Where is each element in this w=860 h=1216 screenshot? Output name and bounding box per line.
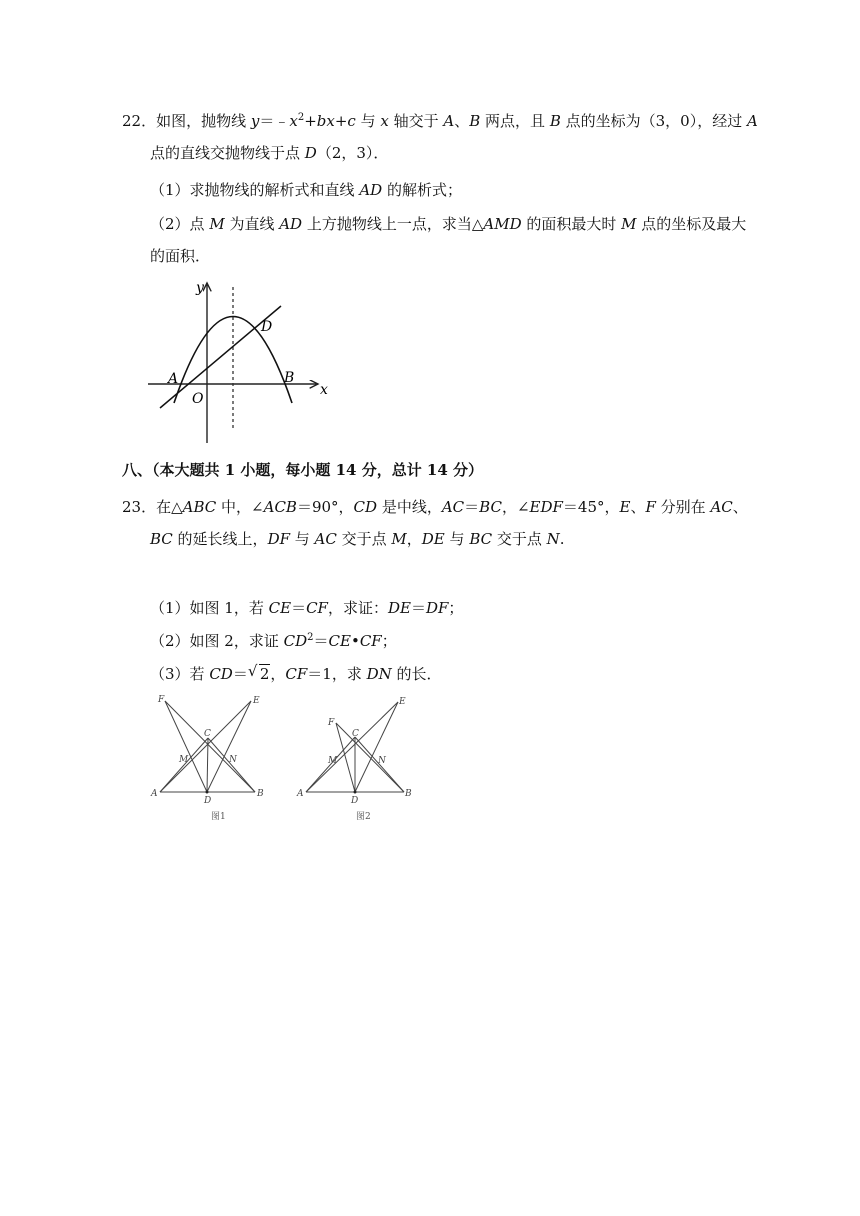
sqrt-two: √ 2: [247, 662, 270, 683]
fig1-label-B: B: [257, 789, 264, 799]
q23-figure-1: [145, 692, 275, 824]
section-8-heading: 八、（本大题共 1 小题，每小题 14 分，总计 14 分）: [122, 461, 484, 479]
fig2-label-D: D: [351, 796, 359, 806]
fig2-label-N: N: [378, 756, 386, 766]
fig2-caption: 图2: [356, 812, 371, 822]
q22-line-1: 22．如图，抛物线 $y=﹣x^2+bx+c$ 与 x 轴交于 A、B 两点，且 B 点的坐标为（3，0），经过 A: [122, 112, 758, 130]
fig2-label-M: M: [328, 756, 338, 766]
label-D: D: [261, 319, 273, 335]
fig2-label-C: C: [352, 729, 359, 739]
q23-number: 23．: [122, 498, 157, 516]
label-O: O: [192, 391, 204, 407]
q23-part-1: （1）如图 1，若 CE＝CF，求证：DE＝DF；: [150, 599, 464, 617]
q23-part-2: （2）如图 2，求证 $CD^2=CE•CF$；: [150, 632, 397, 650]
fig1-label-M: M: [179, 755, 189, 765]
q22-part-2-cont: 的面积．: [150, 247, 211, 265]
fig2-label-F: F: [328, 718, 335, 728]
q23-part-3: （3）若 CD＝ √ 2，CF＝1，求 DN 的长．: [150, 662, 442, 683]
label-x: x: [320, 382, 328, 398]
fig1-label-C: C: [204, 729, 211, 739]
fig2-label-E: E: [399, 697, 406, 707]
fig1-label-N: N: [229, 755, 237, 765]
q22-line-2: 点的直线交抛物线于点 D（2，3）．: [150, 144, 389, 162]
label-y: y: [196, 280, 204, 296]
fig1-label-A: A: [151, 789, 158, 799]
fig1-label-D: D: [204, 796, 212, 806]
label-B: B: [284, 370, 295, 386]
q23-line-1: 23．在△ABC 中，∠ACB＝90°，CD 是中线，AC＝BC，∠EDF＝45°，E、F 分别在 AC、: [122, 498, 748, 516]
fig1-label-F: F: [158, 695, 165, 705]
q22-number: 22．: [122, 112, 157, 130]
fig1-label-E: E: [253, 696, 260, 706]
fig2-label-B: B: [405, 789, 412, 799]
q22-part-1: （1）求抛物线的解析式和直线 AD 的解析式；: [150, 181, 462, 199]
label-A: A: [168, 371, 179, 387]
q23-line-2: BC 的延长线上，DF 与 AC 交于点 M，DE 与 BC 交于点 N.: [150, 530, 565, 548]
q23-figure-2: [292, 692, 422, 824]
q22-parabola-figure: [140, 275, 340, 450]
fig1-caption: 图1: [211, 812, 226, 822]
fig2-label-A: A: [297, 789, 304, 799]
q22-part-2: （2）点 M 为直线 AD 上方抛物线上一点，求当△AMD 的面积最大时 M 点的坐标及最大: [150, 215, 747, 233]
